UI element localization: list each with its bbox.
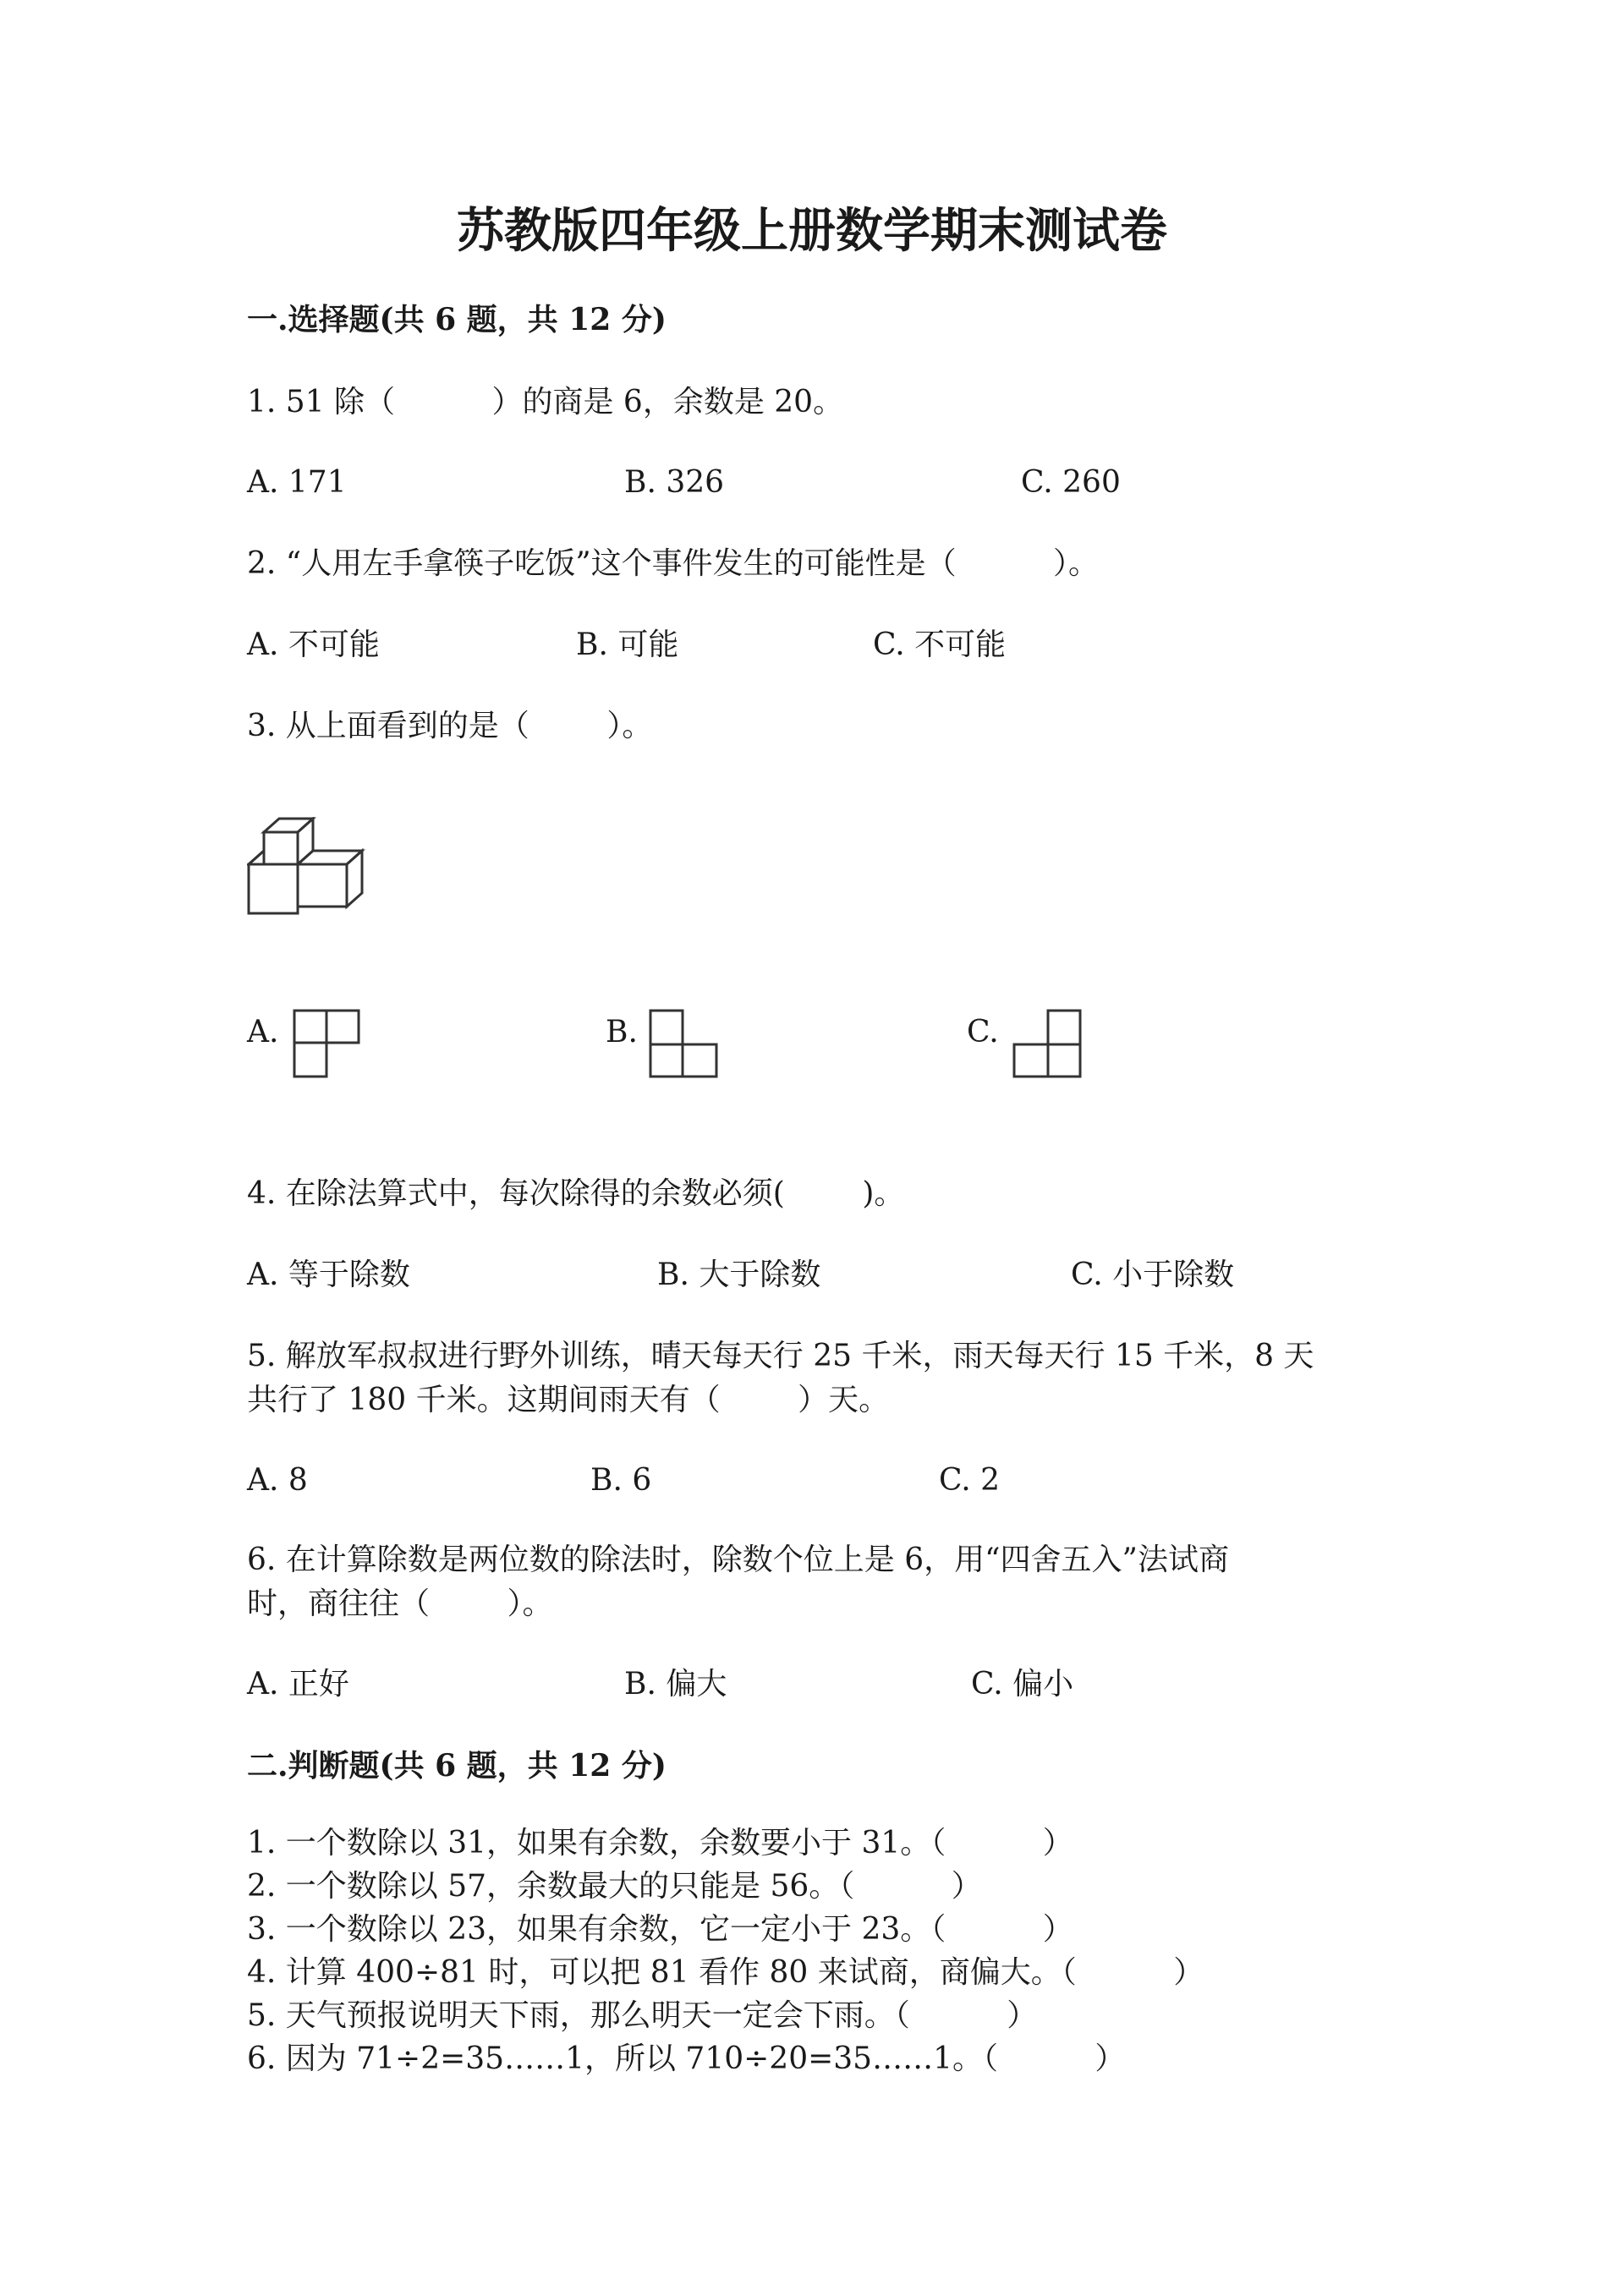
question-2-option-b: B. 可能 (576, 627, 679, 662)
question-1-stem: 1. 51 除（ ）的商是 6，余数是 20。 (247, 385, 844, 419)
question-6-option-a: A. 正好 (247, 1667, 349, 1701)
top-view-c-icon (1012, 1009, 1084, 1080)
question-5-stem-line-1: 5. 解放军叔叔进行野外训练，晴天每天行 25 千米，雨天每天行 15 千米，8 天 (247, 1339, 1314, 1373)
page-title: 苏教版四年级上册数学期末测试卷 (457, 203, 1167, 259)
question-1-option-b: B. 326 (624, 465, 725, 500)
question-6-option-c: C. 偏小 (971, 1667, 1074, 1701)
judgement-item-6: 6. 因为 71÷2=35……1，所以 710÷20=35……1。（ ） (247, 2041, 1126, 2076)
judgement-item-3: 3. 一个数除以 23，如果有余数，它一定小于 23。（ ） (247, 1912, 1073, 1947)
question-2-stem: 2. “人用左手拿筷子吃饭”这个事件发生的可能性是（ ）。 (247, 546, 1100, 581)
question-1-option-c: C. 260 (1021, 465, 1121, 500)
question-4-option-c: C. 小于除数 (1071, 1258, 1235, 1292)
judgement-item-1: 1. 一个数除以 31，如果有余数，余数要小于 31。（ ） (247, 1826, 1073, 1860)
question-3-option-a: A. (247, 1015, 279, 1049)
question-4-option-b: B. 大于除数 (657, 1258, 821, 1292)
top-view-a-icon (293, 1009, 362, 1080)
question-2-option-c: C. 不可能 (873, 627, 1007, 662)
question-4-option-a: A. 等于除数 (247, 1258, 410, 1292)
question-3-option-c: C. (967, 1015, 999, 1049)
question-6-option-b: B. 偏大 (624, 1667, 727, 1701)
stacked-cubes-icon (247, 817, 365, 917)
question-3-option-b: B. (606, 1015, 638, 1049)
question-5-option-c: C. 2 (939, 1463, 1001, 1498)
question-6-stem-line-1: 6. 在计算除数是两位数的除法时，除数个位上是 6，用“四舍五入”法试商 (247, 1543, 1229, 1577)
question-5-option-b: B. 6 (590, 1463, 652, 1498)
question-5-option-a: A. 8 (247, 1463, 308, 1498)
judgement-item-4: 4. 计算 400÷81 时，可以把 81 看作 80 来试商，商偏大。（ ） (247, 1955, 1204, 1990)
question-2-option-a: A. 不可能 (247, 627, 380, 662)
section-heading-choice: 一.选择题(共 6 题，共 12 分) (247, 302, 667, 337)
question-3-stem: 3. 从上面看到的是（ ）。 (247, 709, 653, 743)
section-heading-judgement: 二.判断题(共 6 题，共 12 分) (247, 1748, 667, 1784)
question-6-stem-line-2: 时，商往往（ ）。 (247, 1586, 553, 1621)
question-4-stem: 4. 在除法算式中，每次除得的余数必须( )。 (247, 1176, 905, 1211)
judgement-item-5: 5. 天气预报说明天下雨，那么明天一定会下雨。（ ） (247, 1998, 1038, 2033)
question-5-stem-line-2: 共行了 180 千米。这期间雨天有（ ）天。 (247, 1383, 890, 1417)
question-1-option-a: A. 171 (247, 465, 347, 500)
judgement-item-2: 2. 一个数除以 57，余数最大的只能是 56。（ ） (247, 1869, 982, 1904)
top-view-b-icon (649, 1009, 720, 1080)
